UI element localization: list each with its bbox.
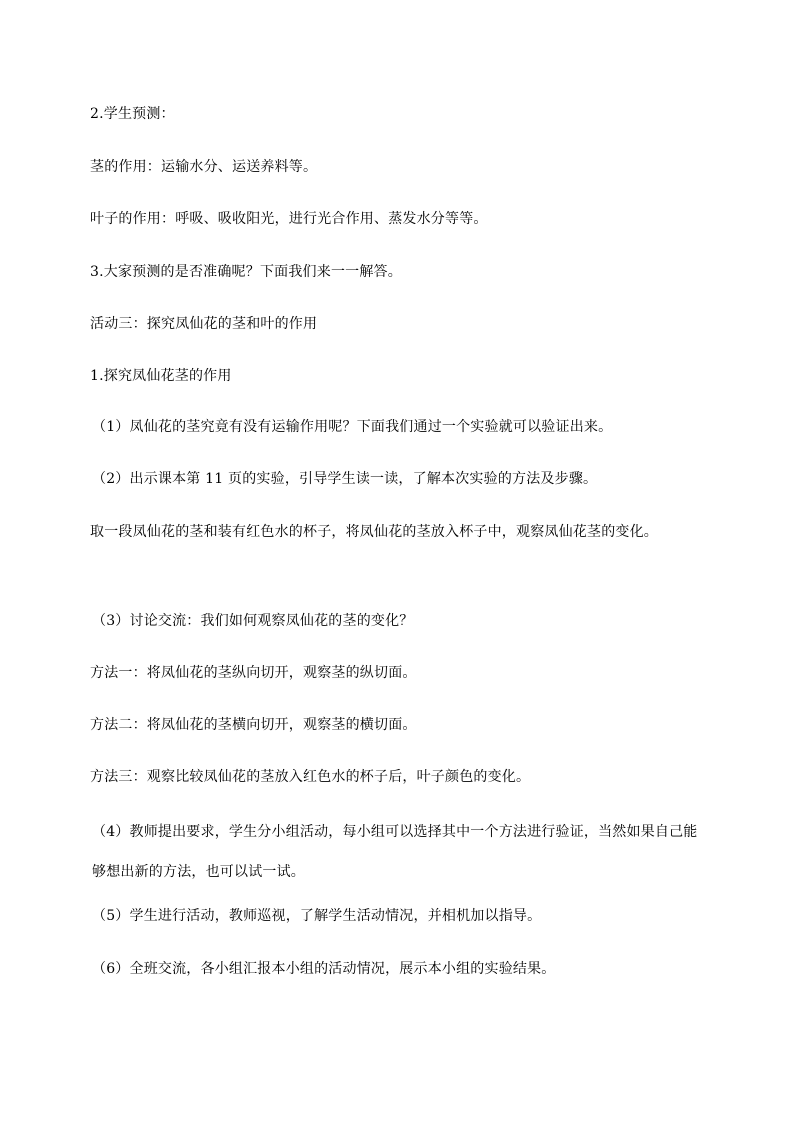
paragraph-prediction-check: 3.大家预测的是否准确呢？下面我们来一一解答。 xyxy=(90,264,402,280)
paragraph-method-three: 方法三：观察比较凤仙花的茎放入红色水的杯子后，叶子颜色的变化。 xyxy=(90,769,531,785)
paragraph-stem-function: 茎的作用：运输水分、运送养料等。 xyxy=(90,159,318,175)
paragraph-step-3: （3）讨论交流：我们如何观察凤仙花的茎的变化？ xyxy=(92,613,414,629)
paragraph-leaf-function: 叶子的作用：呼吸、吸收阳光，进行光合作用、蒸发水分等等。 xyxy=(90,211,488,227)
paragraph-student-prediction: 2.学生预测： xyxy=(90,106,175,122)
paragraph-method-one: 方法一：将凤仙花的茎纵向切开，观察茎的纵切面。 xyxy=(90,665,417,681)
paragraph-method-two: 方法二：将凤仙花的茎横向切开，观察茎的横切面。 xyxy=(90,717,417,733)
paragraph-experiment-description: 取一段凤仙花的茎和装有红色水的杯子，将凤仙花的茎放入杯子中，观察凤仙花茎的变化。 xyxy=(90,524,658,540)
paragraph-activity-three-heading: 活动三：探究凤仙花的茎和叶的作用 xyxy=(90,316,318,332)
paragraph-step-5: （5）学生进行活动，教师巡视，了解学生活动情况，并相机加以指导。 xyxy=(92,908,542,924)
paragraph-step-2: （2）出示课本第 11 页的实验，引导学生读一读，了解本次实验的方法及步骤。 xyxy=(92,471,598,487)
paragraph-step-6: （6）全班交流，各小组汇报本小组的活动情况，展示本小组的实验结果。 xyxy=(92,961,556,977)
paragraph-step-4: （4）教师提出要求，学生分小组活动，每小组可以选择其中一个方法进行验证，当然如果自己能够想出新的方法，也可以试一试。 xyxy=(92,824,698,880)
paragraph-step-1: （1）凤仙花的茎究竟有没有运输作用呢？下面我们通过一个实验就可以验证出来。 xyxy=(92,419,613,435)
paragraph-explore-stem-heading: 1.探究凤仙花茎的作用 xyxy=(90,368,232,384)
